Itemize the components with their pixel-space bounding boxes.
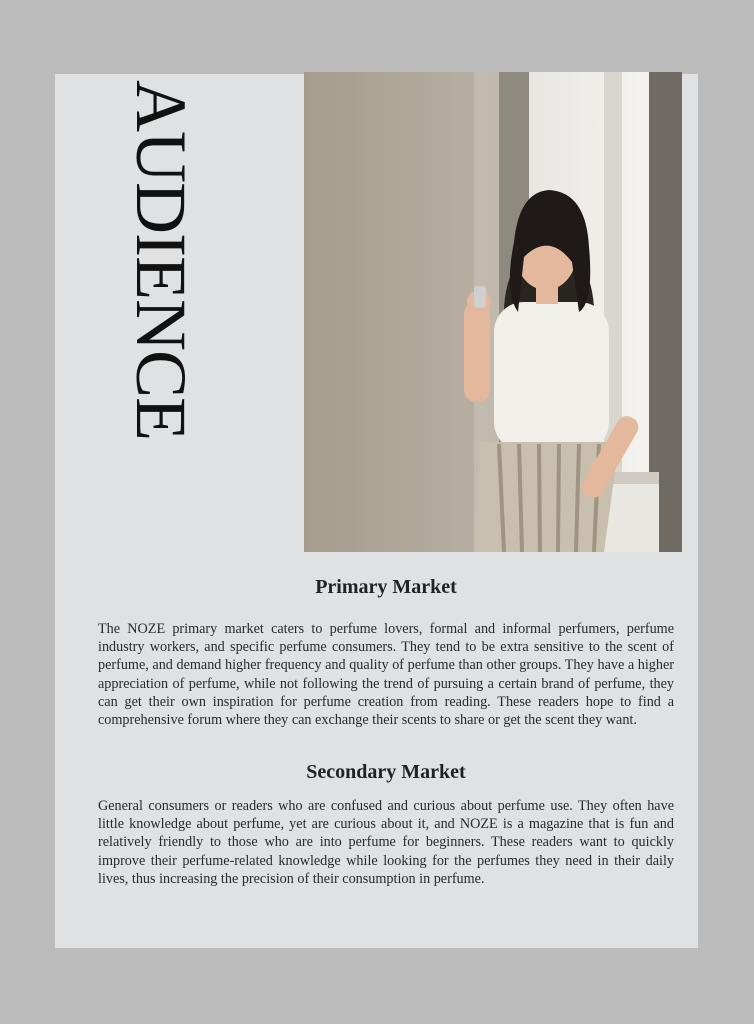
secondary-market-heading: Secondary Market	[306, 761, 466, 783]
title-text: AUDIENCE	[121, 80, 201, 440]
secondary-market-body: General consumers or readers who are confused and curious about perfume use. They often have little knowledge about perfume, yet are curious about it, and NOZE is a magazine that is fun and relatively friendly to those who are into perfume for beginners. These readers want to quickly improve their perfume-related knowledge while looking for the perfumes they need in their daily lives, thus increasing the precision of their consumption in perfume.	[98, 798, 674, 887]
primary-market-heading: Primary Market	[315, 576, 457, 598]
vertical-title	[121, 80, 201, 550]
hero-photo	[304, 72, 682, 552]
primary-market-body: The NOZE primary market caters to perfume lovers, formal and informal perfumers, perfume industry workers, and specific perfume consumers. They tend to be extra sensitive to the scent of perfume, and demand higher frequency and quality of perfume than other groups. They have a higher appreciation of perfume, while not following the trend of pursuing a certain brand of perfume, they can get their own inspiration for perfume creation from reading. These readers hope to find a comprehensive forum where they can exchange their scents to share or get the scent they want.	[98, 621, 674, 729]
woman-with-perfume-photo	[304, 72, 682, 552]
